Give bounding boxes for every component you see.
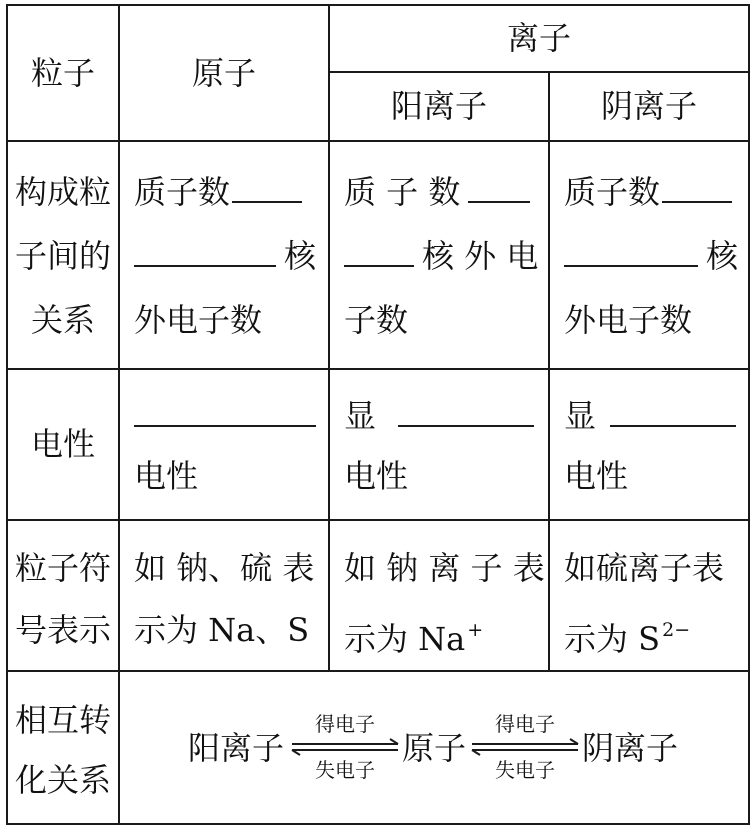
blank-underline [134, 241, 276, 267]
cation-relation-line-2 [344, 237, 539, 275]
table-border-left [6, 4, 8, 825]
header-cation: 阳离子 [390, 87, 487, 125]
cation-symbol-text: 示为 Na [344, 620, 466, 658]
anion-relation-line-3: 外电子数 [564, 301, 693, 339]
cation-relation-text-1: 质 子 数 [344, 173, 461, 211]
gain-electron-label-2: 得电子 [495, 712, 555, 736]
row-relation-label-1: 构成粒 [14, 173, 111, 211]
equilibrium-arrow-2 [466, 738, 584, 758]
blank-underline [232, 177, 302, 203]
header-ion: 离子 [506, 19, 571, 57]
header-anion: 阴离子 [600, 87, 697, 125]
cation-symbol-line-1: 如 钠 离 子 表 [344, 549, 545, 587]
row-relation-label-2: 子间的 [14, 237, 111, 275]
atom-relation-text-2: 核 [284, 237, 317, 275]
row-transform-label-1: 相互转 [14, 701, 111, 739]
atom-charge-line-2: 电性 [134, 457, 199, 495]
blank-underline [564, 241, 698, 267]
table-border-right [748, 4, 750, 825]
atom-relation-line-1 [134, 173, 302, 211]
col-divider-1 [118, 4, 120, 825]
anion-charge-superscript: 2− [662, 619, 691, 641]
anion-charge-text-1: 显 [564, 397, 597, 435]
anion-symbol-line-1: 如硫离子表 [564, 549, 725, 587]
blank-underline [468, 177, 530, 203]
atom-relation-line-2 [134, 237, 317, 275]
anion-relation-text-1: 质子数 [564, 173, 661, 211]
cation-charge-superscript: + [467, 619, 484, 641]
cation-relation-line-3: 子数 [344, 301, 409, 339]
header-atom: 原子 [191, 54, 256, 92]
atom-charge-line-1 [134, 400, 316, 432]
equilibrium-arrow-1 [286, 738, 404, 758]
atom-symbol-line-2: 示为 Na、S [134, 611, 310, 649]
anion-symbol-text: 示为 S [564, 620, 661, 658]
lose-electron-label-1: 失电子 [315, 758, 375, 782]
anion-relation-line-2 [564, 237, 739, 275]
col-divider-3 [548, 71, 550, 672]
header-ion-divider [328, 71, 750, 73]
blank-underline [662, 177, 732, 203]
transform-atom: 原子 [402, 729, 467, 767]
anion-charge-line-1 [564, 397, 736, 435]
header-particle: 粒子 [30, 54, 95, 92]
cation-charge-line-1 [344, 397, 534, 435]
cation-charge-text-1: 显 [344, 397, 377, 435]
row-transform-label-2: 化关系 [14, 761, 111, 799]
row-symbol-label-1: 粒子符 [14, 549, 111, 587]
lose-electron-label-2: 失电子 [495, 758, 555, 782]
row-charge-label: 电性 [30, 425, 95, 463]
cation-charge-line-2: 电性 [344, 457, 409, 495]
atom-relation-line-3: 外电子数 [134, 301, 263, 339]
transform-cation: 阳离子 [188, 729, 285, 767]
blank-underline [610, 401, 736, 427]
anion-charge-line-2: 电性 [564, 457, 629, 495]
row-relation-label-3: 关系 [30, 301, 95, 339]
transform-anion: 阴离子 [582, 729, 679, 767]
cation-symbol-line-2 [344, 614, 484, 658]
cation-relation-text-2: 核 外 电 [422, 237, 539, 275]
gain-electron-label-1: 得电子 [315, 712, 375, 736]
anion-relation-text-2: 核 [706, 237, 739, 275]
anion-relation-line-1 [564, 173, 732, 211]
anion-symbol-line-2 [564, 614, 691, 658]
blank-underline [398, 401, 534, 427]
atom-relation-text-1: 质子数 [134, 173, 231, 211]
blank-underline [344, 241, 414, 267]
blank-underline [134, 401, 316, 427]
row-symbol-label-2: 号表示 [14, 611, 111, 649]
cation-relation-line-1 [344, 173, 530, 211]
atom-symbol-line-1: 如 钠、硫 表 [134, 549, 315, 587]
